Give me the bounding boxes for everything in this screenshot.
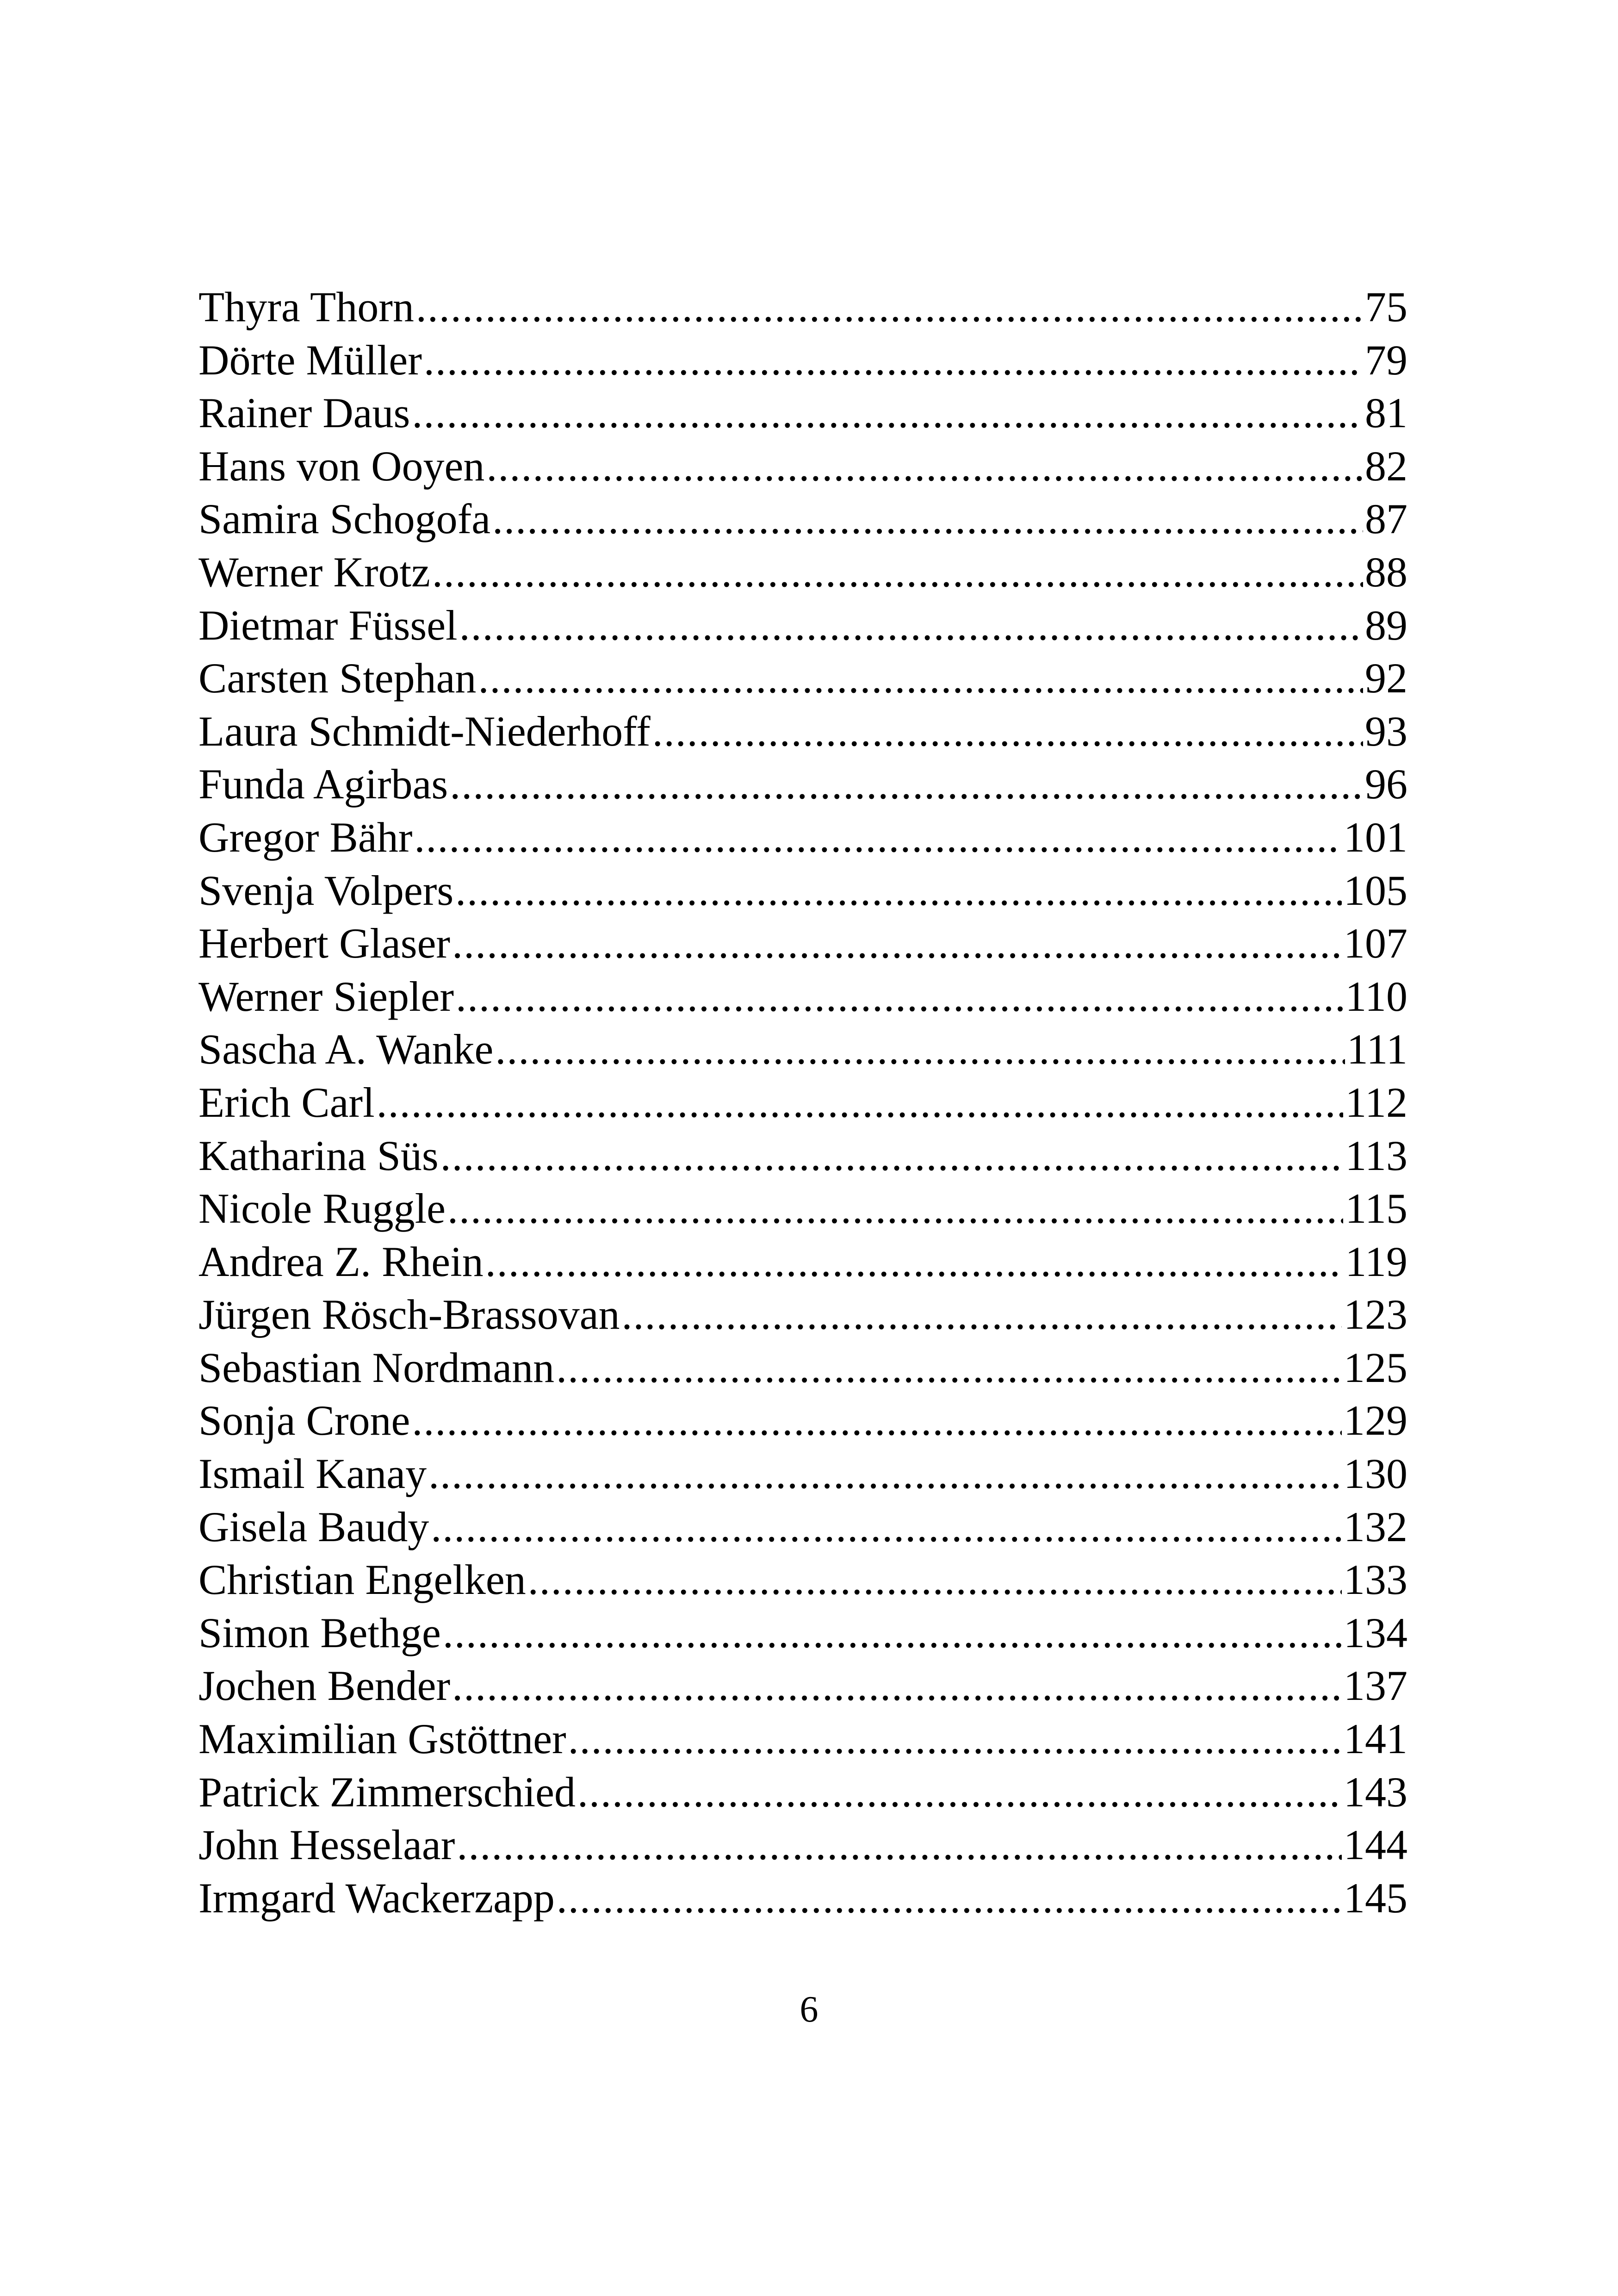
toc-entry-page: 96 xyxy=(1365,760,1407,808)
toc-entry xyxy=(198,1872,1407,1925)
toc-entry xyxy=(198,599,1407,652)
toc-entry-author: Jochen Bender xyxy=(198,1662,451,1710)
toc-entry xyxy=(198,1818,1407,1872)
toc-entry xyxy=(198,758,1407,811)
toc-entry-page: 87 xyxy=(1365,495,1407,543)
toc-dot-leader xyxy=(557,1872,1342,1925)
toc-entry xyxy=(198,705,1407,758)
toc-dot-leader xyxy=(452,1659,1342,1712)
toc-dot-leader xyxy=(440,1129,1344,1182)
toc-entry-page: 113 xyxy=(1345,1132,1407,1179)
toc-entry-page: 132 xyxy=(1344,1503,1407,1550)
toc-dot-leader xyxy=(456,970,1343,1023)
toc-dot-leader xyxy=(495,1023,1345,1076)
toc-dot-leader xyxy=(450,758,1363,811)
toc-entry-page: 143 xyxy=(1344,1768,1407,1816)
toc-dot-leader xyxy=(412,386,1363,440)
toc-entry-author: John Hesselaar xyxy=(198,1821,455,1869)
toc-entry-page: 107 xyxy=(1344,920,1407,967)
toc-entry-page: 112 xyxy=(1345,1078,1407,1126)
toc-entry-author: Katharina Süs xyxy=(198,1132,439,1179)
toc-entry xyxy=(198,1341,1407,1394)
toc-entry-author: Werner Krotz xyxy=(198,548,430,596)
toc-dot-leader xyxy=(492,492,1363,546)
toc-entry-page: 110 xyxy=(1345,972,1407,1020)
toc-dot-leader xyxy=(412,1394,1342,1447)
toc-entry-page: 123 xyxy=(1344,1291,1407,1338)
toc-entry-author: Erich Carl xyxy=(198,1078,375,1126)
toc-entry-page: 125 xyxy=(1344,1344,1407,1391)
toc-entry xyxy=(198,1235,1407,1288)
toc-entry xyxy=(198,1023,1407,1076)
toc-dot-leader xyxy=(556,1341,1342,1394)
toc-entry-page: 92 xyxy=(1365,654,1407,702)
toc-entry xyxy=(198,652,1407,705)
toc-entry-page: 144 xyxy=(1344,1821,1407,1869)
toc-entry-page: 89 xyxy=(1365,601,1407,649)
toc-dot-leader xyxy=(568,1712,1342,1766)
toc-entry-page: 111 xyxy=(1346,1026,1407,1073)
toc-entry-page: 105 xyxy=(1344,866,1407,914)
toc-entry xyxy=(198,492,1407,546)
toc-dot-leader xyxy=(414,811,1342,864)
toc-entry-author: Irmgard Wackerzapp xyxy=(198,1874,555,1922)
toc-entry-page: 93 xyxy=(1365,707,1407,755)
toc-entry-page: 119 xyxy=(1345,1238,1407,1285)
table-of-contents xyxy=(198,280,1407,1924)
toc-dot-leader xyxy=(443,1606,1342,1660)
toc-entry xyxy=(198,1500,1407,1554)
toc-entry xyxy=(198,1394,1407,1447)
toc-entry xyxy=(198,1182,1407,1235)
toc-entry-author: Samira Schogofa xyxy=(198,495,491,543)
toc-entry-author: Nicole Ruggle xyxy=(198,1185,446,1232)
toc-entry-author: Ismail Kanay xyxy=(198,1450,427,1498)
toc-dot-leader xyxy=(455,864,1342,917)
toc-entry-author: Hans von Ooyen xyxy=(198,442,485,490)
toc-dot-leader xyxy=(377,1076,1344,1129)
toc-entry-author: Gisela Baudy xyxy=(198,1503,429,1550)
toc-entry xyxy=(198,334,1407,387)
toc-dot-leader xyxy=(622,1288,1342,1341)
toc-entry-page: 79 xyxy=(1365,336,1407,384)
toc-entry xyxy=(198,1606,1407,1660)
toc-dot-leader xyxy=(428,1447,1342,1500)
toc-dot-leader xyxy=(424,334,1363,387)
toc-dot-leader xyxy=(431,1500,1342,1554)
toc-entry-author: Rainer Daus xyxy=(198,389,410,437)
toc-entry xyxy=(198,864,1407,917)
toc-entry xyxy=(198,970,1407,1023)
toc-entry xyxy=(198,1553,1407,1606)
toc-entry xyxy=(198,280,1407,334)
toc-entry-page: 130 xyxy=(1344,1450,1407,1498)
toc-dot-leader xyxy=(457,1818,1342,1872)
toc-entry-author: Svenja Volpers xyxy=(198,866,454,914)
toc-entry-page: 88 xyxy=(1365,548,1407,596)
toc-dot-leader xyxy=(485,1235,1344,1288)
toc-entry-page: 133 xyxy=(1344,1556,1407,1604)
toc-entry-author: Jürgen Rösch-Brassovan xyxy=(198,1291,620,1338)
toc-entry-author: Laura Schmidt-Niederhoff xyxy=(198,707,651,755)
toc-entry xyxy=(198,1129,1407,1182)
toc-entry-page: 137 xyxy=(1344,1662,1407,1710)
toc-entry-author: Christian Engelken xyxy=(198,1556,526,1604)
toc-entry-author: Simon Bethge xyxy=(198,1609,441,1656)
toc-dot-leader xyxy=(478,652,1363,705)
toc-entry-page: 145 xyxy=(1344,1874,1407,1922)
toc-entry-page: 81 xyxy=(1365,389,1407,437)
toc-entry-page: 129 xyxy=(1344,1397,1407,1444)
toc-entry-author: Sonja Crone xyxy=(198,1397,410,1444)
toc-entry-author: Dörte Müller xyxy=(198,336,422,384)
toc-dot-leader xyxy=(452,917,1342,970)
toc-entry xyxy=(198,440,1407,493)
toc-entry-page: 134 xyxy=(1344,1609,1407,1656)
toc-entry xyxy=(198,1659,1407,1712)
toc-dot-leader xyxy=(577,1766,1342,1819)
toc-entry-author: Dietmar Füssel xyxy=(198,601,458,649)
toc-entry xyxy=(198,1076,1407,1129)
toc-entry xyxy=(198,1288,1407,1341)
toc-entry-author: Thyra Thorn xyxy=(198,283,414,330)
toc-entry xyxy=(198,386,1407,440)
toc-entry-author: Funda Agirbas xyxy=(198,760,448,808)
toc-entry-author: Andrea Z. Rhein xyxy=(198,1238,484,1285)
toc-dot-leader xyxy=(652,705,1363,758)
toc-entry-author: Sascha A. Wanke xyxy=(198,1026,494,1073)
toc-entry-author: Carsten Stephan xyxy=(198,654,477,702)
page-number: 6 xyxy=(800,1989,818,2030)
toc-entry-author: Sebastian Nordmann xyxy=(198,1344,555,1391)
toc-entry xyxy=(198,917,1407,970)
toc-entry-author: Gregor Bähr xyxy=(198,813,413,861)
toc-entry-page: 82 xyxy=(1365,442,1407,490)
toc-entry xyxy=(198,811,1407,864)
toc-entry-page: 115 xyxy=(1345,1185,1407,1232)
toc-entry-author: Patrick Zimmerschied xyxy=(198,1768,576,1816)
toc-entry xyxy=(198,1766,1407,1819)
toc-entry-page: 75 xyxy=(1365,283,1407,330)
toc-entry xyxy=(198,546,1407,599)
toc-dot-leader xyxy=(528,1553,1342,1606)
toc-dot-leader xyxy=(447,1182,1343,1235)
toc-entry xyxy=(198,1447,1407,1500)
toc-entry-author: Werner Siepler xyxy=(198,972,454,1020)
toc-dot-leader xyxy=(432,546,1363,599)
toc-dot-leader xyxy=(416,280,1363,334)
toc-entry-page: 101 xyxy=(1344,813,1407,861)
toc-entry-author: Maximilian Gstöttner xyxy=(198,1715,566,1763)
toc-entry xyxy=(198,1712,1407,1766)
toc-entry-author: Herbert Glaser xyxy=(198,920,451,967)
toc-dot-leader xyxy=(486,440,1363,493)
toc-dot-leader xyxy=(459,599,1363,652)
toc-entry-page: 141 xyxy=(1344,1715,1407,1763)
